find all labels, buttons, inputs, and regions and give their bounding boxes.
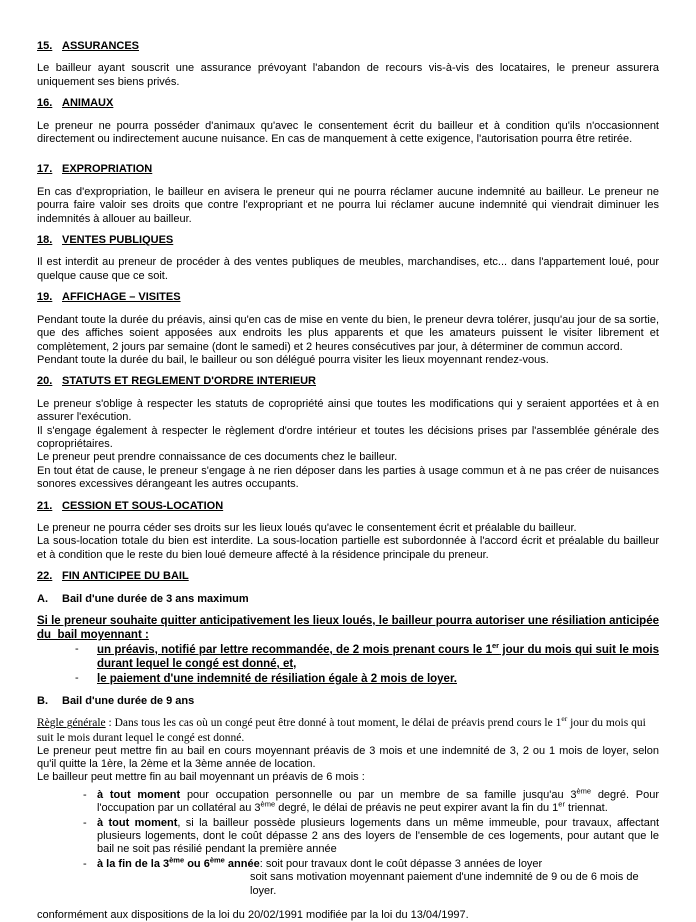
paragraph: Le preneur peut mettre fin au bail en cours moyennant préavis de 3 mois et une indemnité de 3, 2 ou 1 mois de loyer, selon qu'il quitte la 1ère, la 2ème et la 3ème année de location. xyxy=(37,744,659,770)
paragraph: Le bailleur peut mettre fin au bail moyennant un préavis de 6 mois : xyxy=(37,771,365,784)
paragraph: Pendant toute la durée du bail, le bailleur ou son délégué pourra visiter les lieux moyennant rendez-vous. xyxy=(37,353,549,366)
bullet-text xyxy=(97,786,660,816)
subsection-label: B. xyxy=(37,695,48,708)
superscript: er xyxy=(561,714,568,724)
superscript: ème xyxy=(169,855,185,865)
text-run: jour du mois qui suit le mois durant lequel le congé est donné, et, xyxy=(97,644,659,671)
bullet-item xyxy=(37,672,659,686)
paragraph: Le preneur s'oblige à respecter les statuts de copropriété ainsi que toutes les modifications qui y seraient apportées et à en assurer l'exécution. xyxy=(37,397,659,424)
superscript: er xyxy=(492,641,500,651)
paragraph: Il est interdit au preneur de procéder à des ventes publiques de meubles, marchandises, etc... dans l'appartement loué, pour quelque cause que ce soit. xyxy=(37,256,659,282)
paragraph: Pendant toute la durée du préavis, ainsi qu'en cas de mise en vente du bien, le preneur devra tolérer, jusqu'au jour de sa sortie, que des affiches soient apposées aux endroits les plus apparents et que les amateurs puissent le visiter librement et complètement, 2 jours par semaine (dont le samedi) et 2 heures consécutives par jour, à déterminer de commun accord. xyxy=(37,313,659,353)
section-20-heading xyxy=(37,375,659,388)
text-run: le paiement d'une indemnité de résiliation égale à 2 mois de loyer. xyxy=(97,673,457,686)
bullet-dash: - xyxy=(83,816,87,829)
subsection-a-heading xyxy=(37,593,659,606)
early-termination-intro: Si le preneur souhaite quitter anticipativement les lieux loués, le bailleur pourra autoriser une résiliation anticipée du bail moyennant : xyxy=(37,615,659,642)
bullet-dash: - xyxy=(83,788,87,801)
text-run: degré. Pour l'occupation par un collatéral au 3 xyxy=(97,788,660,815)
paragraph: Le preneur ne pourra posséder d'animaux qu'avec le consentement écrit du bailleur et à condition qu'ils n'occasionnent directement ou indirectement aucune nuisance. En cas de manquement à cette exigence, l'autorisation pourra être retirée. xyxy=(37,119,659,146)
text-run: à tout moment xyxy=(97,816,178,829)
text-run: année xyxy=(224,857,260,870)
section-title: ANIMAUX xyxy=(62,97,114,110)
bullet-item xyxy=(37,817,659,857)
law-reference-line: conformément aux dispositions de la loi du 20/02/1991 modifiée par la loi du 13/04/1997. xyxy=(37,908,469,921)
superscript: ème xyxy=(209,855,225,865)
rule-label: Règle générale xyxy=(37,717,106,730)
section-title: AFFICHAGE – VISITES xyxy=(62,291,181,304)
text-run: : soit pour travaux dont le coût dépasse 3 années de loyer xyxy=(259,857,543,870)
bullet-line xyxy=(97,855,659,871)
section-title: FIN ANTICIPEE DU BAIL xyxy=(62,570,189,583)
section-title: STATUTS ET REGLEMENT D'ORDRE INTERIEUR xyxy=(62,375,316,388)
section-number: 18. xyxy=(37,234,53,247)
text-run: pour occupation personnelle ou par un membre de sa famille jusqu'au 3 xyxy=(180,788,577,801)
superscript: ème xyxy=(576,786,592,796)
paragraph: En cas d'expropriation, le bailleur en avisera le preneur qui ne pourra réclamer aucune indemnité au bailleur. Le preneur ne pourra faire valoir ses droits que contre l'expropriant et ne pourra lui réclamer aucune indemnité qui viendrait diminuer les indemnités à allouer au bailleur. xyxy=(37,185,659,225)
section-title: EXPROPRIATION xyxy=(62,163,153,176)
section-19-heading xyxy=(37,291,659,304)
subsection-title: Bail d'une durée de 3 ans maximum xyxy=(62,592,249,605)
section-number: 19. xyxy=(37,291,53,304)
paragraph: En tout état de cause, le preneur s'engage à ne rien déposer dans les parties à usage commun et à ne pas créer de nuisances sonores excessives dérangeant les autres occupants. xyxy=(37,464,659,491)
section-16-heading xyxy=(37,97,659,110)
paragraph: Le bailleur ayant souscrit une assurance prévoyant l'abandon de recours vis-à-vis des locataires, le preneur assurera uniquement ses biens privés. xyxy=(37,62,659,88)
bullet-dash: - xyxy=(83,857,87,870)
section-title: ASSURANCES xyxy=(62,40,140,52)
subsection-b-heading xyxy=(37,695,659,708)
bullet-item xyxy=(37,643,659,671)
bullet-item xyxy=(37,855,659,898)
text-run: à tout moment xyxy=(97,788,181,801)
section-18-heading xyxy=(37,234,659,247)
text-run: triennat. xyxy=(564,802,608,815)
paragraph: Le preneur peut prendre connaissance de ces documents chez le bailleur. xyxy=(37,451,398,464)
section-17-heading xyxy=(37,163,659,176)
subsection-label: A. xyxy=(37,592,48,605)
text-run: , si la bailleur possède plusieurs logements dans un même immeuble, pour travaux, affectant plusieurs logements, dont le coût dépasse 2 ans des loyers de l'ensemble de ces logements, pour autant que le bail ne soit pas résilié pendant la première année xyxy=(97,816,659,856)
bullet-line-continuation: soit sans motivation moyennant paiement d'une indemnité de 9 ou de 6 mois de loyer. xyxy=(250,871,639,897)
text-run: ou 6 xyxy=(184,857,210,870)
section-22-heading xyxy=(37,570,659,583)
bullet-item xyxy=(37,786,660,816)
section-number: 22. xyxy=(37,570,53,583)
section-number: 21. xyxy=(37,499,53,512)
paragraph: La sous-location totale du bien est interdite. La sous-location partielle est subordonnée à l'accord écrit et préalable du bailleur et à condition que le reste du bien loué demeure affecté à la résidence principale du preneur. xyxy=(37,535,659,561)
paragraph: Il s'engage également à respecter le règlement d'ordre intérieur et toutes les décisions prises par l'assemblée générale des copropriétaires. xyxy=(37,424,659,450)
paragraph: Le preneur ne pourra céder ses droits sur les lieux loués qu'avec le consentement écrit et préalable du bailleur. xyxy=(37,521,577,534)
superscript: er xyxy=(558,799,565,809)
section-number: 20. xyxy=(37,375,53,388)
section-21-heading xyxy=(37,500,659,513)
text-run: : Dans tous les cas où un congé peut être donné à tout moment, le délai de préavis prend cours le 1 xyxy=(105,717,562,730)
bullet-dash: - xyxy=(75,643,79,656)
superscript: ème xyxy=(260,799,276,809)
section-number: 15. xyxy=(37,40,53,52)
section-number: 17. xyxy=(37,163,53,176)
text-run: degré, le délai de préavis ne peut expirer avant la fin du 1 xyxy=(275,802,559,815)
section-15-heading xyxy=(37,40,659,53)
bullet-text xyxy=(97,817,659,857)
bullet-dash: - xyxy=(75,672,79,685)
text-run: un préavis, notifié par lettre recommandée, de 2 mois prenant cours le 1 xyxy=(97,644,493,657)
bullet-text xyxy=(97,643,659,671)
bullet-text xyxy=(97,672,659,686)
subsection-title: Bail d'une durée de 9 ans xyxy=(62,695,195,708)
section-title: CESSION ET SOUS-LOCATION xyxy=(62,499,224,512)
text-run: à la fin de la 3 xyxy=(97,857,170,870)
general-rule-paragraph xyxy=(37,716,659,744)
section-title: VENTES PUBLIQUES xyxy=(62,234,174,247)
text-run: jour du mois qui suit le mois durant lequel le congé est donné. xyxy=(37,717,646,744)
bullet-text xyxy=(97,855,659,898)
section-number: 16. xyxy=(37,97,53,110)
